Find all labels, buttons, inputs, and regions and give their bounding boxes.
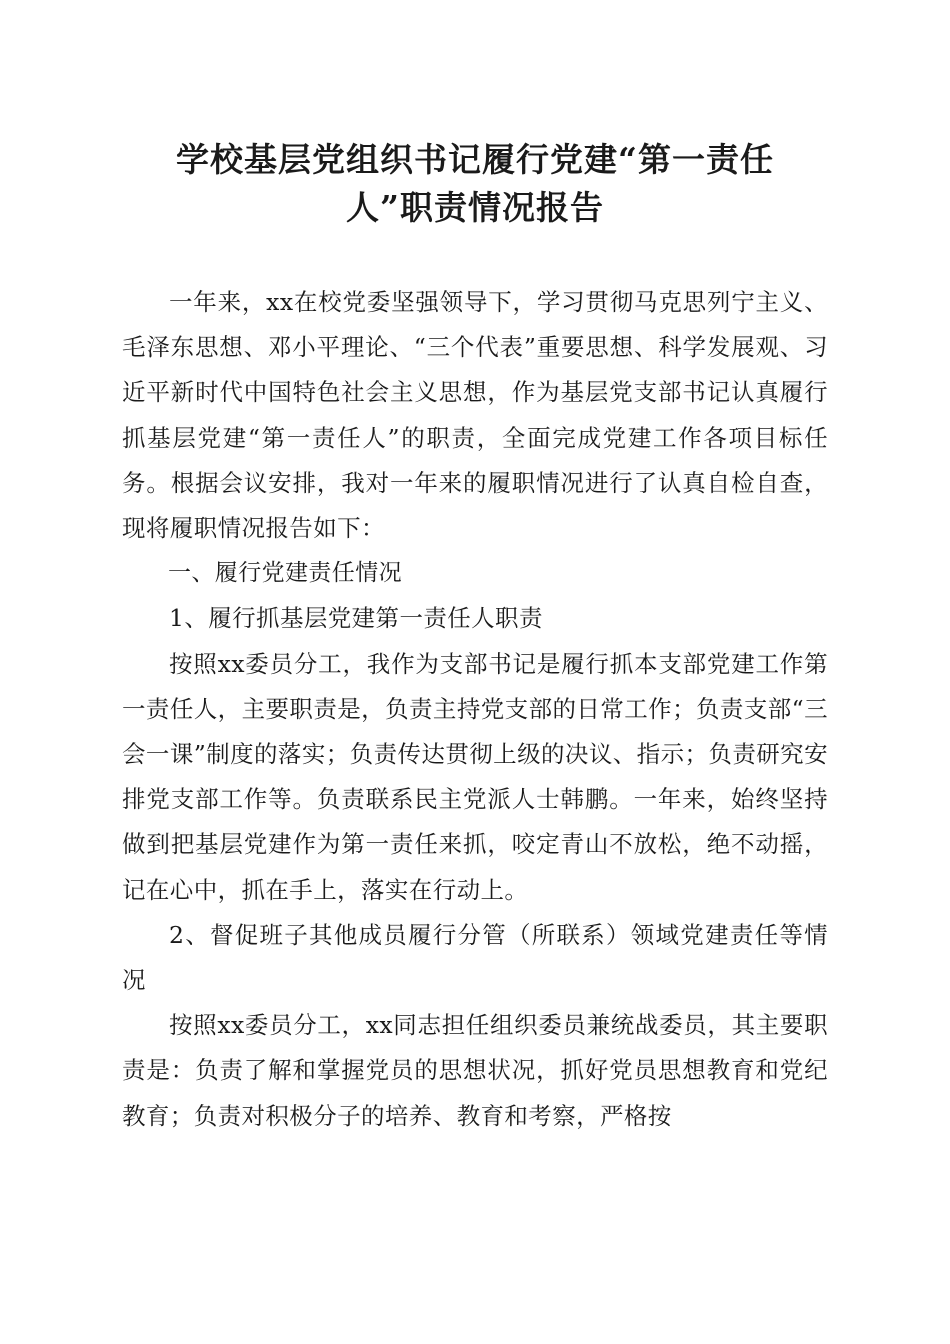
section-heading-1: 一、履行党建责任情况 <box>168 560 402 587</box>
title-line-1: 学校基层党组织书记履行党建“第一责任 <box>176 140 774 179</box>
body-paragraph-1: 按照xx委员分工，我作为支部书记是履行抓本支部党建工作第一责任人，主要职责是，负责主持党支部的日常工作；负责支部“三会一课”制度的落实；负责传达贯彻上级的决议、指示；负责研究安排党支部工作等。负责联系民主党派人士韩鹏。一年来，始终坚持做到把基层党建作为第一责任来抓，咬定青山不放松，绝不动摇，记在心中，抓在手上，落实在行动上。 <box>122 649 828 904</box>
title-line-2: 人”职责情况报告 <box>346 188 604 227</box>
subsection-heading-1: 1、履行抓基层党建第一责任人职责 <box>169 604 543 633</box>
document-body <box>122 280 828 1139</box>
intro-paragraph: 一年来，xx在校党委坚强领导下，学习贯彻马克思列宁主义、毛泽东思想、邓小平理论、“三个代表”重要思想、科学发展观、习近平新时代中国特色社会主义思想，作为基层党支部书记认真履行抓基层党建“第一责任人”的职责，全面完成党建工作各项目标任务。根据会议安排，我对一年来的履职情况进行了认真自检自查，现将履职情况报告如下： <box>122 288 828 543</box>
body-paragraph-2: 按照xx委员分工，xx同志担任组织委员兼统战委员，其主要职责是：负责了解和掌握党员的思想状况，抓好党员思想教育和党纪教育；负责对积极分子的培养、教育和考察，严格按 <box>122 1011 828 1130</box>
subsection-heading-2: 2、督促班子其他成员履行分管（所联系）领域党建责任等情况 <box>122 920 828 995</box>
document-title <box>120 136 830 232</box>
